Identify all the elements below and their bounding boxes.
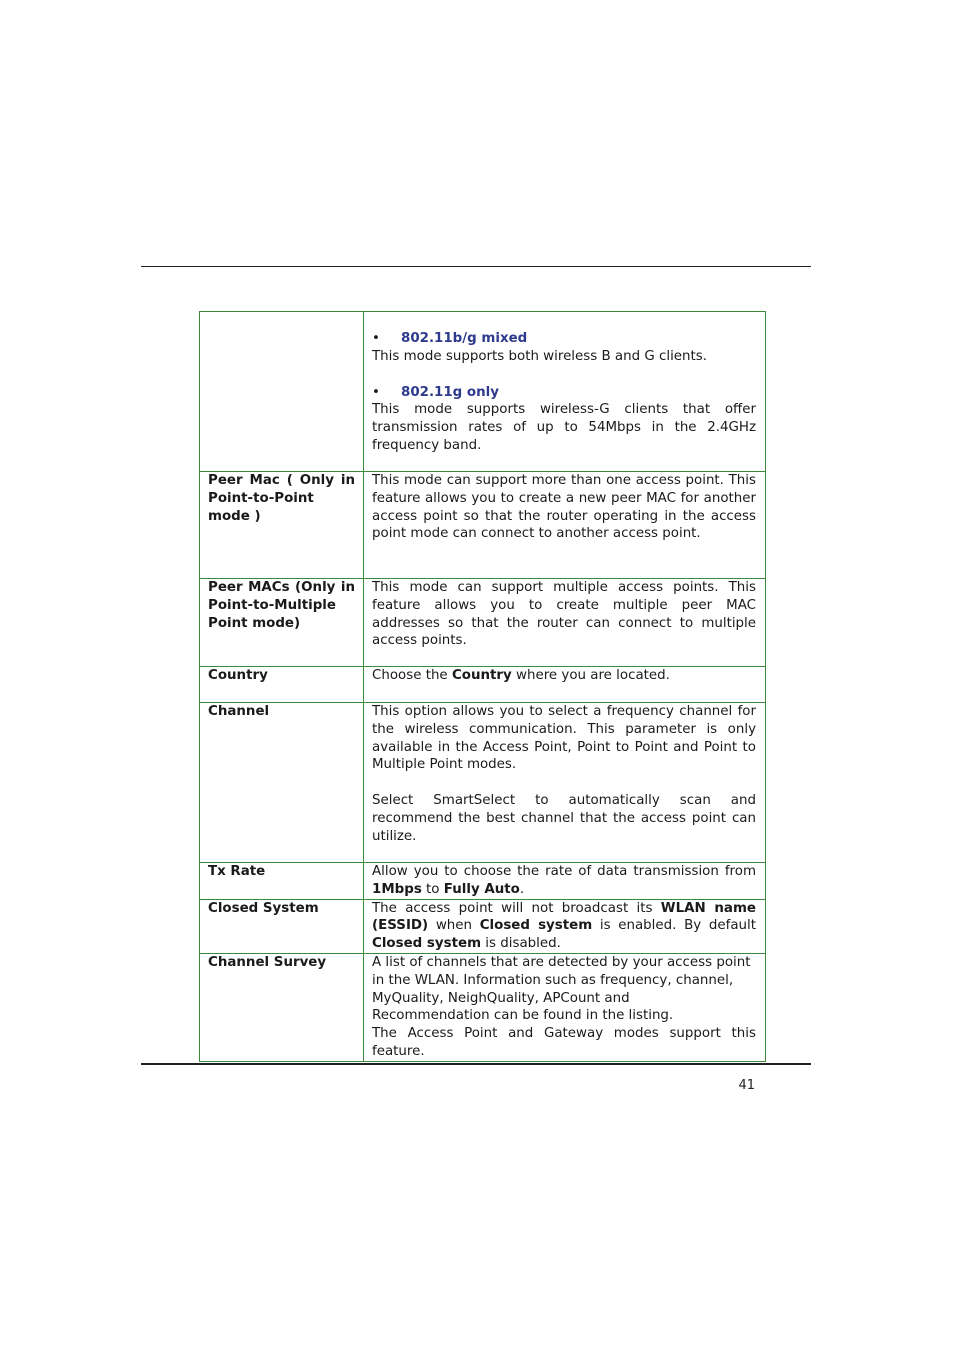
table-row bbox=[200, 579, 766, 667]
row-description: Allow you to choose the rate of data transmission from 1Mbps to Fully Auto. bbox=[364, 863, 766, 900]
option-title: 802.11b/g mixed bbox=[401, 331, 528, 346]
option-text: This mode supports wireless-G clients that offer transmission rates of up to 54Mbps in the 2.4GHz frequency band. bbox=[372, 402, 756, 453]
row-description: A list of channels that are detected by your access point in the WLAN. Information such as frequency, channel, MyQuality, NeighQuality, APCount and Recommendation can be found in the listing. The Access Point and Gateway modes support this feature. bbox=[364, 953, 766, 1061]
row-label: Peer MACs (Only in Point-to-Multiple Point mode) bbox=[200, 579, 364, 667]
row-description: This option allows you to select a frequency channel for the wireless communication. This parameter is only available in the Access Point, Point to Point and Point to Multiple Point modes. Select SmartSelect to automatically scan and recommend the best channel that the access point can utilize. bbox=[364, 703, 766, 863]
table-row bbox=[200, 953, 766, 1061]
row-description: The access point will not broadcast its WLAN name (ESSID) when Closed system is enabled. By default Closed system is disabled. bbox=[364, 899, 766, 953]
option-bgmixed bbox=[372, 330, 756, 348]
footer-rule bbox=[141, 1063, 811, 1065]
row-description: This mode can support multiple access points. This feature allows you to create multiple peer MAC addresses so that the router can connect to multiple access points. bbox=[364, 579, 766, 667]
table-row bbox=[200, 703, 766, 863]
wireless-mode-desc-cell bbox=[364, 312, 766, 472]
row-label: Channel Survey bbox=[200, 953, 364, 1061]
table-row bbox=[200, 899, 766, 953]
table-row bbox=[200, 472, 766, 579]
option-text: This mode supports both wireless B and G clients. bbox=[372, 348, 708, 364]
table-row bbox=[200, 667, 766, 703]
header-rule bbox=[141, 266, 811, 267]
row-label: Channel bbox=[200, 703, 364, 863]
row-description: Choose the Country where you are located. bbox=[364, 667, 766, 703]
wireless-mode-label-cell bbox=[200, 312, 364, 472]
row-label: Tx Rate bbox=[200, 863, 364, 900]
row-label: Country bbox=[200, 667, 364, 703]
row-label: Closed System bbox=[200, 899, 364, 953]
option-title: 802.11g only bbox=[401, 384, 499, 400]
bullet-icon: • bbox=[372, 331, 380, 346]
row-label: Peer Mac ( Only in Point-to-Point mode ) bbox=[200, 472, 364, 579]
table-row bbox=[200, 312, 766, 472]
bullet-icon: • bbox=[372, 384, 380, 400]
row-description: This mode can support more than one access point. This feature allows you to create a new peer MAC for another access point so that the router operating in the access point mode can connect to another access point. bbox=[364, 472, 766, 579]
parameter-table bbox=[199, 311, 766, 1062]
table-row bbox=[200, 863, 766, 900]
page-number: 41 bbox=[738, 1078, 755, 1093]
option-gonly bbox=[372, 384, 756, 402]
